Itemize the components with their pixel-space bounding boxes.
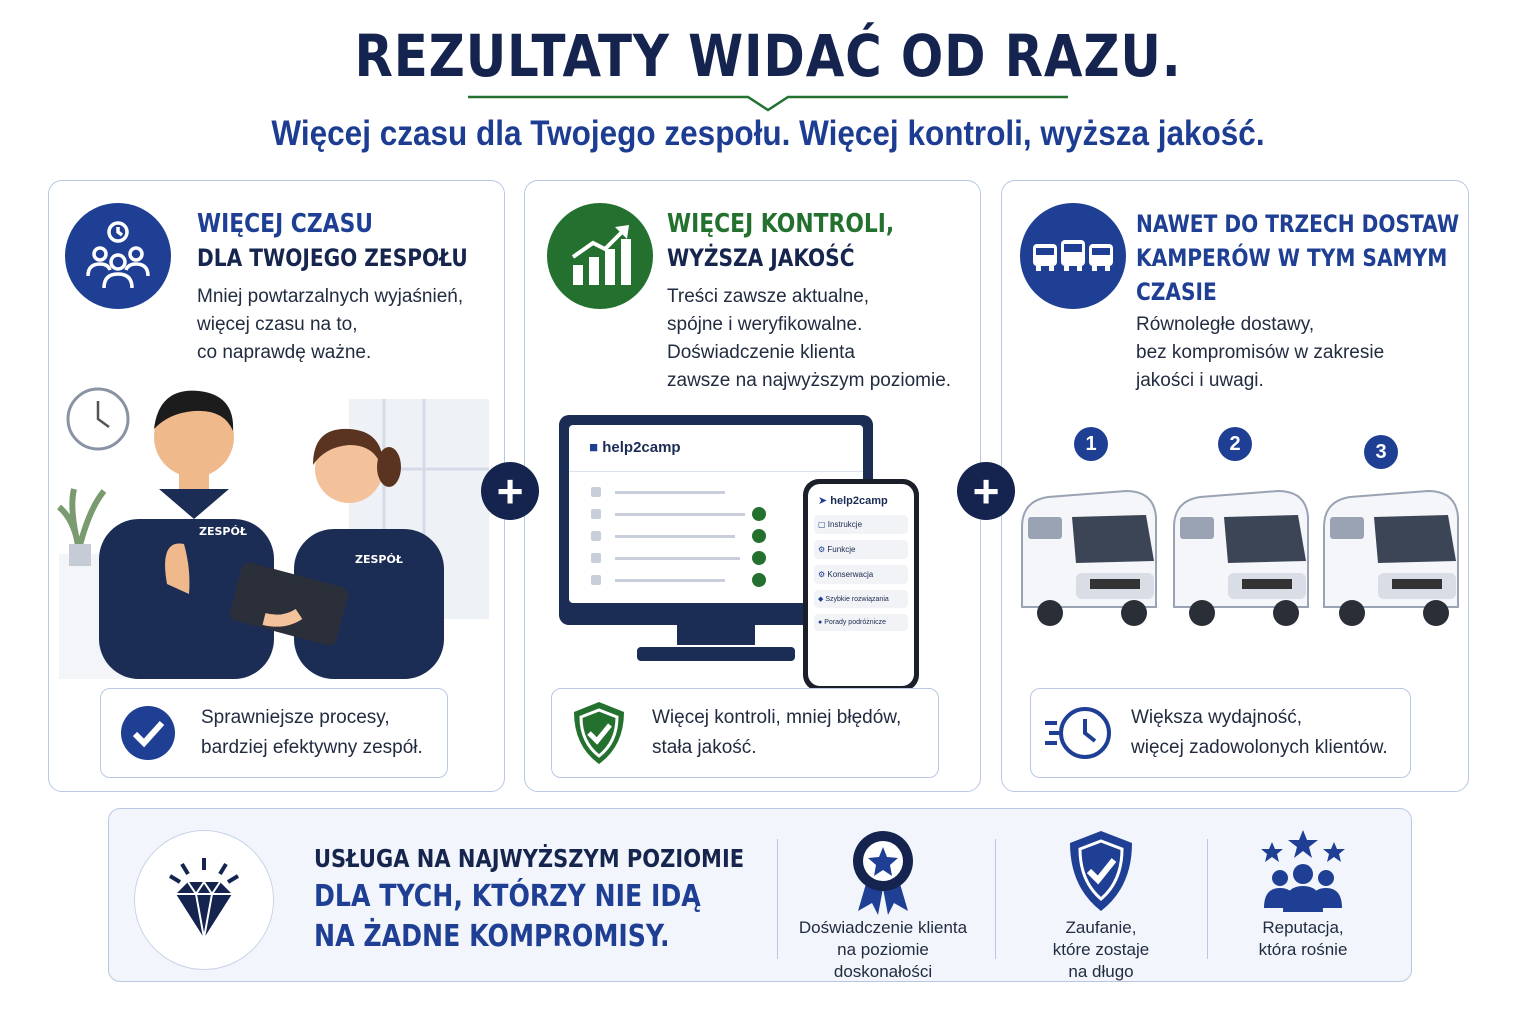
benefit-box	[551, 688, 939, 778]
fast-clock-icon	[1041, 696, 1115, 770]
card-description: Równoległe dostawy, bez kompromisów w zakresie jakości i uwagi.	[1136, 314, 1385, 391]
page-subtitle: Więcej czasu dla Twojego zespołu. Więcej kontroli, wyższa jakość.	[271, 114, 1265, 153]
campervans-icon	[1020, 203, 1126, 309]
card-heading: NAWET DO TRZECH DOSTAW KAMPERÓW W TYM SAMYM CZASIE	[1136, 210, 1460, 306]
page-title: REZULTATY WIDAĆ OD RAZU.	[354, 22, 1182, 90]
feature-trust: Zaufanie, które zostaje na długo	[1001, 825, 1201, 983]
benefit-text: Więcej kontroli, mniej błędów, stała jakość.	[652, 707, 902, 758]
van-number-badge: 1	[1074, 427, 1108, 461]
phone-menu-item: ⚙ Funkcje	[814, 540, 908, 559]
phone-illustration: ➤ help2camp ▢ Instrukcje ⚙ Funkcje ⚙ Konserwacja ◆ Szybkie rozwiązania ● Porady podróżnicze	[803, 479, 919, 691]
plus-icon: +	[957, 462, 1015, 520]
plus-icon: +	[481, 462, 539, 520]
phone-menu-item: ▢ Instrukcje	[814, 515, 908, 534]
team-illustration	[49, 379, 505, 679]
card-heading: WIĘCEJ CZASU DLA TWOJEGO ZESPOŁU	[197, 209, 468, 272]
van-number-badge: 2	[1218, 427, 1252, 461]
diamond-icon	[134, 830, 274, 970]
phone-menu-item: ● Porady podróżnicze	[814, 614, 908, 631]
benefit-text: Większa wydajność, więcej zadowolonych klientów.	[1131, 707, 1388, 758]
feature-reputation: Reputacja, która rośnie	[1203, 825, 1403, 961]
campervans-illustration	[1016, 477, 1464, 637]
shield-check-icon	[1001, 825, 1201, 917]
shirt-label: ZESPÓŁ	[355, 553, 403, 566]
benefit-box	[100, 688, 448, 778]
phone-menu-item: ◆ Szybkie rozwiązania	[814, 590, 908, 608]
growth-chart-icon	[547, 203, 653, 309]
benefit-box	[1030, 688, 1411, 778]
footer-heading: USŁUGA NA NAJWYŻSZYM POZIOMIE DLA TYCH, KTÓRZY NIE IDĄ NA ŻADNE KOMPROMISY.	[314, 844, 745, 954]
card-description: Mniej powtarzalnych wyjaśnień, więcej czasu na to, co naprawdę ważne.	[197, 286, 464, 363]
card-heading: WIĘCEJ KONTROLI, WYŻSZA JAKOŚĆ	[667, 209, 895, 272]
phone-menu-item: ⚙ Konserwacja	[814, 565, 908, 584]
van-number-badge: 3	[1364, 435, 1398, 469]
award-badge-icon	[783, 825, 983, 917]
benefit-text: Sprawniejsze procesy, bardziej efektywny zespół.	[201, 707, 423, 758]
team-clock-icon	[65, 203, 171, 309]
feature-excellence: Doświadczenie klienta na poziomie doskonałości	[783, 825, 983, 983]
footer-panel	[108, 808, 1412, 982]
stars-people-icon	[1203, 825, 1403, 917]
divider	[777, 839, 778, 959]
shield-check-icon	[562, 696, 636, 770]
title-divider	[468, 92, 1068, 114]
card-description: Treści zawsze aktualne, spójne i weryfikowalne. Doświadczenie klienta zawsze na najwyższym poziomie.	[667, 286, 952, 391]
shirt-label: ZESPÓŁ	[199, 525, 247, 538]
divider	[995, 839, 996, 959]
checkmark-icon	[111, 696, 185, 770]
app-logo: ■ help2camp	[589, 439, 681, 456]
